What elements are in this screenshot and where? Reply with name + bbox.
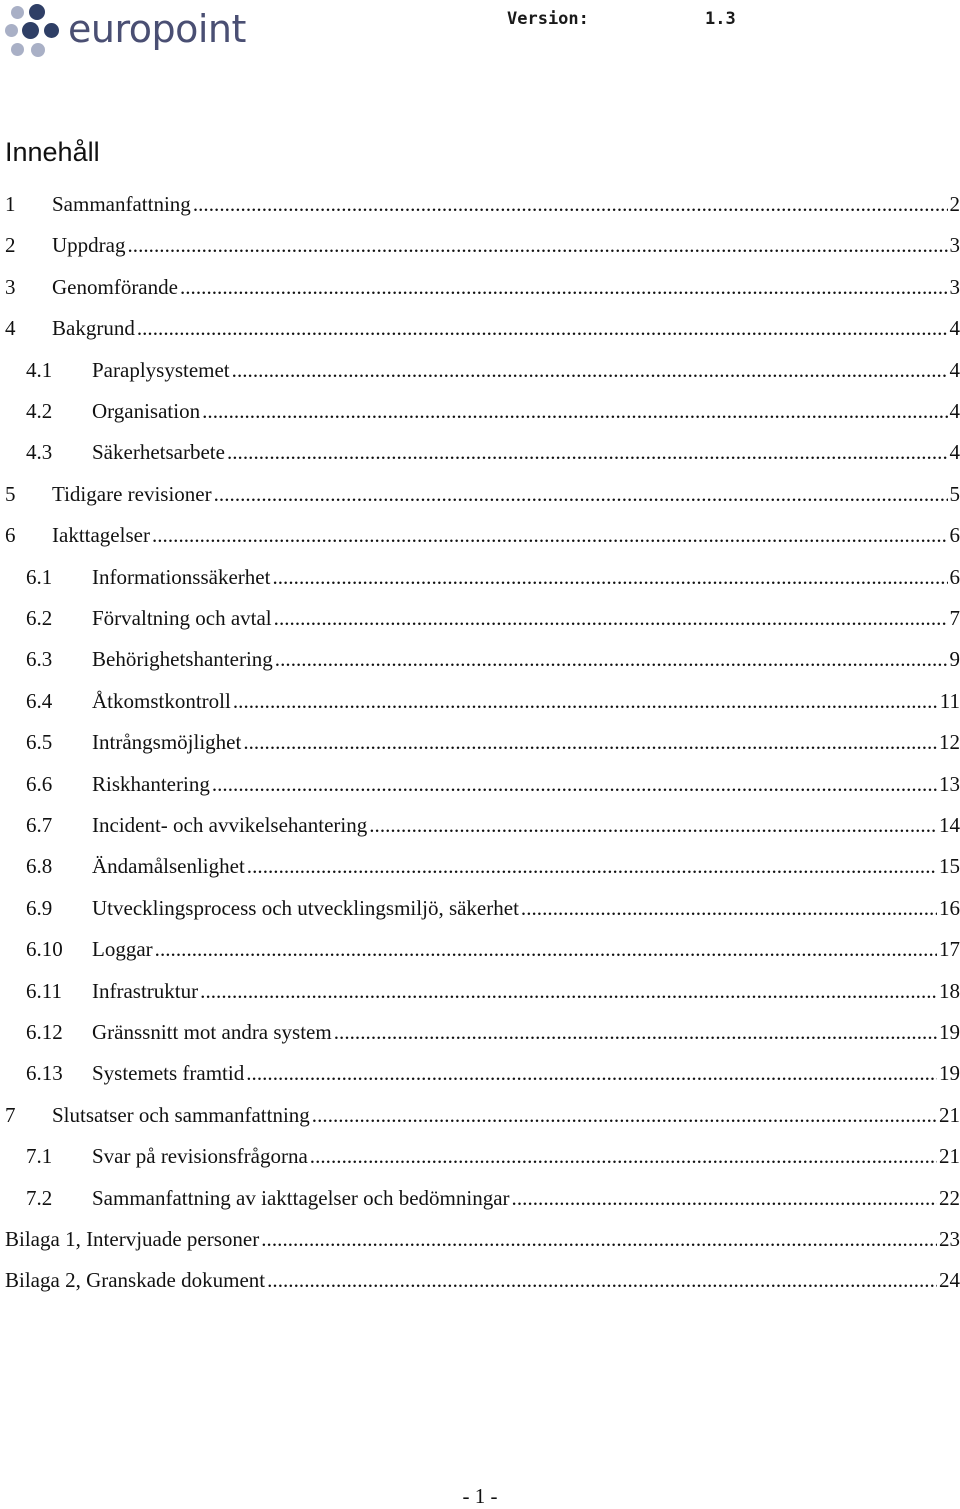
- toc-entry-title: Ändamålsenlighet: [92, 854, 245, 879]
- toc-dot-leader: [267, 1263, 937, 1297]
- toc-entry-title: Bilaga 1, Intervjuade personer: [5, 1227, 260, 1251]
- toc-entry[interactable]: [5, 1098, 960, 1132]
- toc-entry-page: 23: [939, 1227, 960, 1251]
- toc-entry-page: 6: [949, 564, 960, 589]
- toc-entry-number: 6.11: [26, 978, 62, 1003]
- toc-dot-leader: [200, 974, 937, 1008]
- toc-entry-page: 18: [939, 978, 960, 1003]
- toc-entry[interactable]: [5, 353, 960, 387]
- toc-entry-number: 4: [5, 316, 16, 341]
- toc-entry-number: 6.6: [26, 771, 53, 796]
- toc-dot-leader: [127, 228, 947, 262]
- toc-dot-leader: [334, 1015, 937, 1049]
- toc-dot-leader: [247, 849, 937, 883]
- toc-entry-number: 6.12: [26, 1020, 63, 1044]
- toc-entry[interactable]: [5, 849, 960, 883]
- europoint-logo: [5, 4, 246, 62]
- toc-entry-number: 7.2: [26, 1185, 53, 1210]
- toc-entry-number: 6: [5, 523, 16, 548]
- toc-dot-leader: [137, 311, 948, 345]
- toc-entry-title: Gränssnitt mot andra system: [92, 1020, 332, 1044]
- toc-entry-number: 4.2: [26, 399, 53, 423]
- toc-entry-page: 6: [949, 523, 960, 548]
- toc-entry-number: 6.4: [26, 688, 53, 713]
- toc-entry[interactable]: [5, 767, 960, 801]
- toc-entry[interactable]: [5, 228, 960, 262]
- toc-dot-leader: [232, 353, 948, 387]
- toc-entry-page: 15: [939, 854, 960, 879]
- toc-entry[interactable]: [5, 684, 960, 718]
- toc-entry[interactable]: [5, 518, 960, 552]
- toc-entry[interactable]: [5, 725, 960, 759]
- toc-entry[interactable]: [5, 1015, 960, 1049]
- toc-entry-page: 14: [939, 813, 960, 837]
- toc-entry[interactable]: [5, 477, 960, 511]
- toc-dot-leader: [152, 518, 948, 552]
- toc-entry-number: 3: [5, 274, 16, 299]
- toc-entry[interactable]: [5, 435, 960, 469]
- version-value: 1.3: [705, 9, 736, 29]
- toc-entry-title: Bilaga 2, Granskade dokument: [5, 1268, 266, 1293]
- toc-entry[interactable]: [5, 1222, 960, 1256]
- toc-entry-number: 2: [5, 233, 16, 258]
- toc-entry-title: Utvecklingsprocess och utvecklingsmiljö, säkerhet: [92, 895, 519, 920]
- toc-entry-title: Organisation: [92, 399, 201, 423]
- toc-entry-page: 5: [949, 481, 960, 506]
- toc-entry-page: 2: [949, 192, 960, 216]
- toc-dot-leader: [274, 601, 948, 635]
- toc-entry[interactable]: [5, 1263, 960, 1297]
- toc-entry-title: Informationssäkerhet: [92, 564, 271, 589]
- toc-entry-page: 4: [949, 440, 960, 465]
- logo-dots-icon: [5, 4, 65, 62]
- toc-entry-number: 6.3: [26, 647, 53, 672]
- toc-entry-page: 19: [939, 1061, 960, 1086]
- toc-entry-page: 7: [949, 606, 960, 630]
- toc-entry[interactable]: [5, 394, 960, 428]
- toc-entry[interactable]: [5, 1056, 960, 1090]
- toc-dot-leader: [155, 932, 937, 966]
- toc-entry-number: 7.1: [26, 1144, 53, 1169]
- toc-entry-title: Loggar: [92, 937, 153, 962]
- toc-entry-number: 7: [5, 1102, 16, 1127]
- toc-entry-number: 6.5: [26, 730, 53, 755]
- toc-entry-page: 22: [939, 1185, 960, 1210]
- toc-entry-page: 4: [949, 357, 960, 382]
- page-number: - 1 -: [462, 1484, 498, 1508]
- toc-entry[interactable]: [5, 560, 960, 594]
- toc-entry-title: Infrastruktur: [92, 978, 199, 1003]
- toc-entry-title: Iakttagelser: [52, 523, 150, 548]
- toc-entry-page: 21: [939, 1144, 960, 1169]
- toc-entry-number: 6.8: [26, 854, 53, 879]
- toc-entry-title: Incident- och avvikelsehantering: [92, 813, 368, 837]
- toc-entry[interactable]: [5, 187, 960, 221]
- toc-entry-title: Bakgrund: [52, 316, 135, 341]
- toc-entry-title: Genomförande: [52, 274, 178, 299]
- toc-dot-leader: [243, 725, 937, 759]
- toc-entry-number: 6.1: [26, 564, 53, 589]
- toc-entry-title: Förvaltning och avtal: [92, 606, 272, 630]
- toc-entry-page: 4: [949, 399, 960, 423]
- toc-entry-number: 4.1: [26, 357, 53, 382]
- toc-entry-title: Uppdrag: [52, 233, 126, 258]
- toc-dot-leader: [180, 270, 948, 304]
- toc-entry-page: 21: [939, 1102, 960, 1127]
- toc-dot-leader: [212, 767, 937, 801]
- toc-entry-page: 24: [939, 1268, 960, 1293]
- toc-entry-title: Tidigare revisioner: [52, 481, 212, 506]
- toc-dot-leader: [261, 1222, 937, 1256]
- toc-dot-leader: [214, 477, 948, 511]
- toc-dot-leader: [202, 394, 947, 428]
- toc-entry[interactable]: [5, 311, 960, 345]
- toc-dot-leader: [312, 1098, 937, 1132]
- toc-entry-number: 6.10: [26, 937, 63, 962]
- toc-entry-title: Säkerhetsarbete: [92, 440, 225, 465]
- toc-entry-page: 4: [949, 316, 960, 341]
- toc-entry-page: 12: [939, 730, 960, 755]
- version-label: Version:: [507, 9, 589, 29]
- toc-entry-number: 6.9: [26, 895, 53, 920]
- toc-entry-number: 4.3: [26, 440, 53, 465]
- toc-entry-title: Svar på revisionsfrågorna: [92, 1144, 308, 1169]
- toc-entry[interactable]: [5, 601, 960, 635]
- toc-dot-leader: [310, 1139, 937, 1173]
- toc-entry-page: 9: [949, 647, 960, 672]
- toc-entry-title: Sammanfattning: [52, 192, 191, 216]
- toc-entry-number: 6.7: [26, 813, 53, 837]
- toc-entry-page: 16: [939, 895, 960, 920]
- toc-entry-title: Behörighetshantering: [92, 647, 273, 672]
- toc-dot-leader: [193, 187, 948, 221]
- toc-entry-page: 3: [949, 233, 960, 258]
- toc-entry-page: 17: [939, 937, 960, 962]
- toc-dot-leader: [246, 1056, 937, 1090]
- logo-wordmark: europoint: [68, 7, 246, 51]
- toc-entry-number: 1: [5, 192, 16, 216]
- toc-entry-page: 13: [939, 771, 960, 796]
- toc-entry[interactable]: [5, 932, 960, 966]
- toc-entry-title: Intrångsmöjlighet: [92, 730, 242, 755]
- toc-entry-title: Paraplysystemet: [92, 357, 230, 382]
- toc-entry[interactable]: [5, 642, 960, 676]
- toc-entry[interactable]: [5, 891, 960, 925]
- toc-entry-title: Systemets framtid: [92, 1061, 245, 1086]
- toc-entry-title: Sammanfattning av iakttagelser och bedömningar: [92, 1185, 510, 1210]
- toc-dot-leader: [272, 560, 947, 594]
- toc-entry-title: Riskhantering: [92, 771, 210, 796]
- toc-entry[interactable]: [5, 808, 960, 842]
- toc-entry[interactable]: [5, 270, 960, 304]
- toc-entry[interactable]: [5, 1181, 960, 1215]
- toc-entry-page: 11: [939, 688, 960, 713]
- toc-dot-leader: [521, 891, 937, 925]
- toc-entry-number: 6.2: [26, 606, 53, 630]
- toc-entry[interactable]: [5, 1139, 960, 1173]
- toc-dot-leader: [512, 1181, 937, 1215]
- toc-entry[interactable]: [5, 974, 960, 1008]
- toc-entry-number: 6.13: [26, 1061, 63, 1086]
- toc-entry-page: 3: [949, 274, 960, 299]
- toc-dot-leader: [369, 808, 937, 842]
- toc-entry-number: 5: [5, 481, 16, 506]
- toc-entry-page: 19: [939, 1020, 960, 1044]
- toc-entry-title: Åtkomstkontroll: [92, 688, 231, 713]
- toc-dot-leader: [233, 684, 938, 718]
- toc-dot-leader: [275, 642, 948, 676]
- toc-entry-title: Slutsatser och sammanfattning: [52, 1102, 310, 1127]
- toc-dot-leader: [227, 435, 948, 469]
- toc-heading: Innehåll: [5, 137, 100, 167]
